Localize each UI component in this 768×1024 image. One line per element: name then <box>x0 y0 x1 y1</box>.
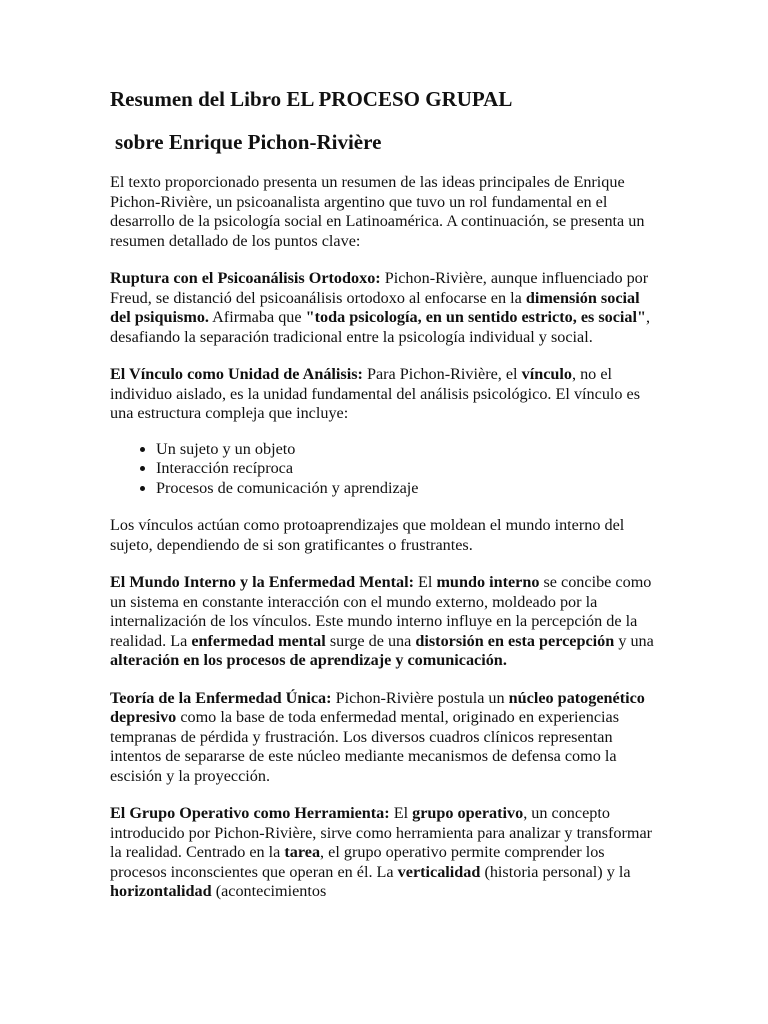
section-ruptura <box>110 269 663 347</box>
body-text: , desafiando la separación tradicional entre la psicología individual y social. <box>110 308 651 346</box>
section-heading: El Grupo Operativo como Herramienta: <box>110 804 390 822</box>
body-text: Pichon-Rivière postula un <box>331 688 509 707</box>
emphasis-text: mundo interno <box>436 573 540 591</box>
section-vinculo <box>110 365 663 424</box>
emphasis-text: verticalidad <box>397 862 481 881</box>
section-heading: Ruptura con el Psicoanálisis Ortodoxo: <box>110 269 381 287</box>
list-item: • Procesos de comunicación y aprendizaje <box>156 479 663 499</box>
vinculo-bullet-list <box>110 440 663 499</box>
emphasis-quote: "toda psicología, en un sentido estricto, es social" <box>305 308 646 326</box>
emphasis-text: horizontalidad <box>110 882 212 900</box>
body-text: surge de una <box>325 631 416 650</box>
emphasis-text: alteración en los procesos de aprendizaje y comunicación. <box>110 651 507 669</box>
list-item: • Un sujeto y un objeto <box>156 440 663 460</box>
body-text: se concibe como un sistema en constante interacción con el mundo externo, moldeado por la internalización de los vínculos. Este mundo interno influye en la percepción de la realidad. La <box>110 573 652 650</box>
emphasis-text: enfermedad mental <box>191 631 326 650</box>
body-text: y una <box>614 631 654 650</box>
emphasis-text: grupo operativo <box>412 804 524 822</box>
document-title-line-1: Resumen del Libro EL PROCESO GRUPAL <box>110 87 513 111</box>
body-text: como la base de toda enfermedad mental, originado en experiencias tempranas de pérdida y frustración. Los diversos cuadros clínicos representan intentos de separarse de este núcleo mediante mecanismos de defensa como la escisión y la proyección. <box>110 708 619 785</box>
body-text: , no el individuo aislado, es la unidad fundamental del análisis psicológico. El vínculo es una estructura compleja que incluye: <box>110 365 641 422</box>
intro-paragraph: El texto proporcionado presenta un resumen de las ideas principales de Enrique Pichon-Rivière, un psicoanalista argentino que tuvo un rol fundamental en el desarrollo de la psicología social en Latinoamérica. A continuación, se presenta un resumen detallado de los puntos clave: <box>110 173 645 250</box>
list-item: • Interacción recíproca <box>156 459 663 479</box>
section-heading: Teoría de la Enfermedad Única: <box>110 688 332 707</box>
body-text: , un concepto introducido por Pichon-Rivière, sirve como herramienta para analizar y transformar la realidad. Centrado en la <box>110 804 653 861</box>
section-mundo-interno <box>110 573 663 671</box>
section-heading: El Mundo Interno y la Enfermedad Mental: <box>110 573 414 591</box>
body-text: Para Pichon-Rivière, el <box>362 365 522 383</box>
section-enfermedad-unica <box>110 689 663 787</box>
body-text: El <box>413 573 437 591</box>
body-text: (acontecimientos <box>211 882 327 900</box>
body-text: Pichon-Rivière, aunque influenciado por Freud, se distanció del psicoanálisis ortodoxo al enfocarse en la <box>110 269 649 307</box>
emphasis-text: núcleo patogenético depresivo <box>110 688 645 726</box>
emphasis-text: tarea <box>284 843 321 861</box>
document-title-line-2: sobre Enrique Pichon-Rivière <box>115 130 382 154</box>
body-text: , el grupo operativo permite comprender los procesos inconscientes que operan en él. La <box>110 843 605 881</box>
section-heading: El Vínculo como Unidad de Análisis: <box>110 365 363 383</box>
vinculo-followup-paragraph: Los vínculos actúan como protoaprendizajes que moldean el mundo interno del sujeto, dependiendo de si son gratificantes o frustrantes. <box>110 516 625 554</box>
body-text: El <box>389 804 413 822</box>
body-text: (historia personal) y la <box>480 862 631 881</box>
section-grupo-operativo <box>110 804 663 902</box>
emphasis-text: dimensión social del psiquismo. <box>110 288 640 326</box>
emphasis-text: distorsión en esta percepción <box>415 631 615 650</box>
emphasis-text: vínculo <box>521 365 572 383</box>
body-text: Afirmaba que <box>208 308 306 326</box>
